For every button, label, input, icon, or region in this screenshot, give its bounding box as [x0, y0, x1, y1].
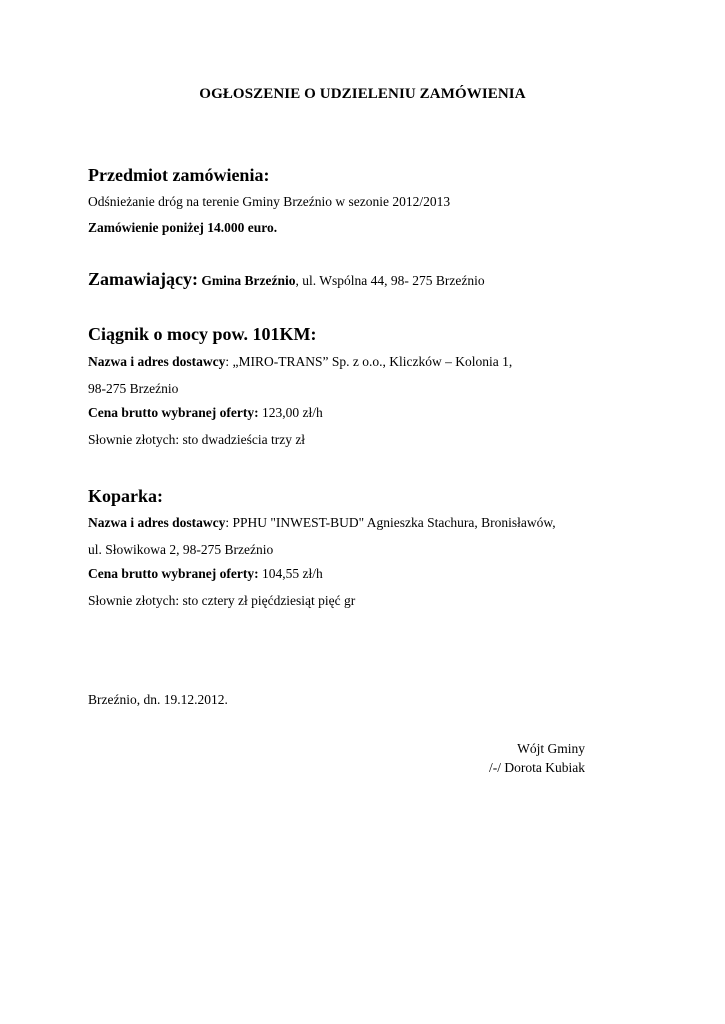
excavator-supplier-value: : PPHU "INWEST-BUD" Agnieszka Stachura, Bronisławów,	[225, 515, 556, 530]
tractor-supplier-value: : „MIRO-TRANS” Sp. z o.o., Kliczków – Kolonia 1,	[225, 354, 513, 369]
excavator-supplier-label: Nazwa i adres dostawcy	[88, 515, 226, 530]
tractor-price	[88, 405, 323, 421]
place-date: Brzeźnio, dn. 19.12.2012.	[88, 692, 228, 707]
contracting-address: , ul. Wspólna 44, 98- 275 Brzeźnio	[295, 273, 485, 288]
tractor-price-value: 123,00 zł/h	[258, 405, 323, 420]
tractor-heading: Ciągnik o mocy pow. 101KM:	[88, 324, 317, 344]
excavator-price-value: 104,55 zł/h	[258, 566, 323, 581]
excavator-price-label: Cena brutto wybranej oferty:	[88, 566, 259, 581]
contracting-label: Zamawiający:	[88, 269, 198, 289]
tractor-price-words: Słownie złotych: sto dwadzieścia trzy zł	[88, 432, 306, 447]
tractor-supplier-label: Nazwa i adres dostawcy	[88, 354, 226, 369]
tractor-supplier-address: 98-275 Brzeźnio	[88, 381, 179, 396]
subject-note: Zamówienie poniżej 14.000 euro.	[88, 220, 278, 235]
excavator-supplier	[88, 515, 556, 531]
excavator-price	[88, 566, 323, 582]
subject-heading: Przedmiot zamówienia:	[88, 165, 270, 185]
contracting-party	[88, 269, 485, 290]
excavator-heading: Koparka:	[88, 486, 164, 506]
excavator-supplier-address: ul. Słowikowa 2, 98-275 Brzeźnio	[88, 542, 274, 557]
excavator-price-words: Słownie złotych: sto cztery zł pięćdziesiąt pięć gr	[88, 593, 356, 608]
signature-name: /-/ Dorota Kubiak	[489, 760, 585, 775]
document-title: OGŁOSZENIE O UDZIELENIU ZAMÓWIENIA	[199, 86, 526, 102]
signature-role: Wójt Gminy	[517, 741, 585, 756]
contracting-name: Gmina Brzeźnio	[201, 273, 296, 288]
subject-description: Odśnieżanie dróg na terenie Gminy Brzeźnio w sezonie 2012/2013	[88, 194, 451, 209]
tractor-price-label: Cena brutto wybranej oferty:	[88, 405, 259, 420]
tractor-supplier	[88, 354, 512, 370]
